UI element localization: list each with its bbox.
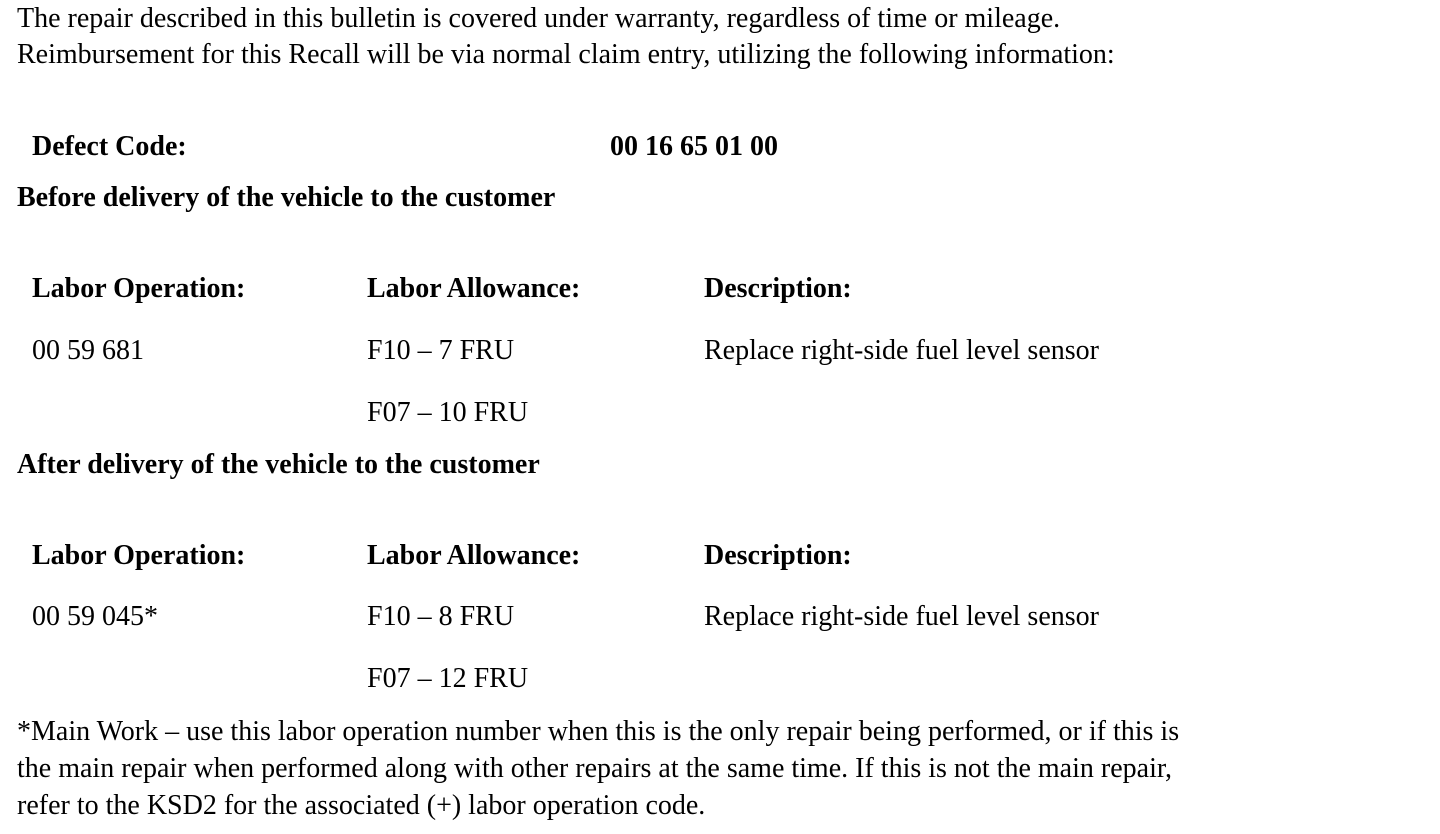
after-row-2-allowance: F07 – 12 FRU xyxy=(367,663,529,694)
defect-code-label: Defect Code: xyxy=(32,131,187,162)
before-labor-operation-header: Labor Operation: xyxy=(32,273,246,304)
after-labor-operation-header: Labor Operation: xyxy=(32,540,246,571)
before-row-1-operation: 00 59 681 xyxy=(32,335,144,366)
after-description-header: Description: xyxy=(704,540,852,571)
before-row-2-allowance: F07 – 10 FRU xyxy=(367,397,529,428)
after-row-1-description: Replace right-side fuel level sensor xyxy=(704,601,1099,632)
footnote-line-3: refer to the KSD2 for the associated (+) labor operation code. xyxy=(17,790,706,821)
before-row-1-allowance: F10 – 7 FRU xyxy=(367,335,515,366)
after-labor-allowance-header: Labor Allowance: xyxy=(367,540,581,571)
after-row-1-operation: 00 59 045* xyxy=(32,601,158,632)
before-labor-allowance-header: Labor Allowance: xyxy=(367,273,581,304)
before-delivery-heading: Before delivery of the vehicle to the customer xyxy=(17,182,556,213)
main-work-footnote xyxy=(17,713,1427,824)
footnote-line-2: the main repair when performed along with other repairs at the same time. If this is not the main repair, xyxy=(17,753,1173,784)
before-row-1-description: Replace right-side fuel level sensor xyxy=(704,335,1099,366)
defect-code-value: 00 16 65 01 00 xyxy=(610,131,778,162)
after-delivery-heading: After delivery of the vehicle to the customer xyxy=(17,449,540,480)
footnote-line-1: *Main Work – use this labor operation number when this is the only repair being performed, or if this is xyxy=(17,716,1180,747)
intro-text-line-2: Reimbursement for this Recall will be via normal claim entry, utilizing the following information: xyxy=(17,39,1115,70)
before-description-header: Description: xyxy=(704,273,852,304)
after-row-1-allowance: F10 – 8 FRU xyxy=(367,601,515,632)
intro-text-line-1: The repair described in this bulletin is covered under warranty, regardless of time or mileage. xyxy=(17,3,1061,34)
